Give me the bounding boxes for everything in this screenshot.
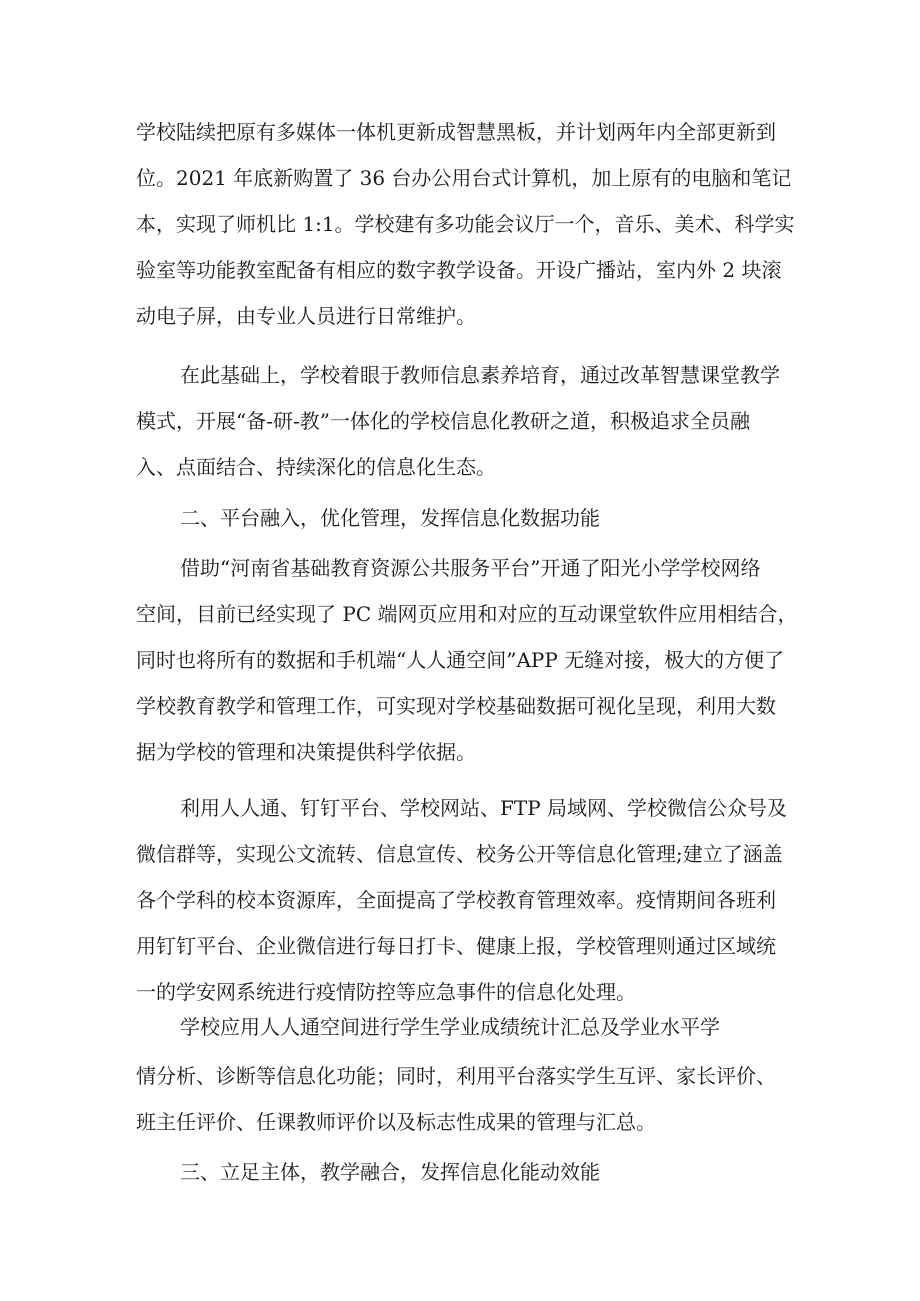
section-heading-3: 三、立足主体，教学融合，发挥信息化能动效能 [180, 1160, 600, 1184]
text-line-4: 验室等功能教室配备有相应的数字教学设备。开设广播站，室内外 2 块滚 [136, 258, 782, 282]
text-line-5: 动电子屏，由专业人员进行日常维护。 [136, 304, 476, 328]
text-line-15: 利用人人通、钉钉平台、学校网站、FTP 局域网、学校微信公众号及 [180, 796, 788, 820]
text-line-20: 学校应用人人通空间进行学生学业成绩统计汇总及学业水平学 [180, 1015, 720, 1039]
text-line-19: 一的学安网系统进行疫情防控等应急事件的信息化处理。 [136, 980, 636, 1004]
text-line-8: 入、点面结合、持续深化的信息化生态。 [136, 455, 496, 479]
text-line-1: 学校陆续把原有多媒体一体机更新成智慧黑板，并计划两年内全部更新到 [136, 120, 776, 144]
text-line-16: 微信群等，实现公文流转、信息宣传、校务公开等信息化管理;建立了涵盖 [136, 842, 783, 866]
text-line-11: 空间，目前已经实现了 PC 端网页应用和对应的互动课堂软件应用相结合， [136, 602, 798, 626]
text-line-14: 据为学校的管理和决策提供科学依据。 [136, 740, 476, 764]
text-line-12: 同时也将所有的数据和手机端“人人通空间”APP 无缝对接，极大的方便了 [136, 648, 785, 672]
text-line-17: 各个学科的校本资源库，全面提高了学校教育管理效率。疫情期间各班利 [136, 888, 776, 912]
text-line-6: 在此基础上，学校着眼于教师信息素养培育，通过改革智慧课堂教学 [180, 363, 780, 387]
text-line-21: 情分析、诊断等信息化功能；同时，利用平台落实学生互评、家长评价、 [136, 1064, 776, 1088]
text-line-22: 班主任评价、任课教师评价以及标志性成果的管理与汇总。 [136, 1110, 656, 1134]
text-line-10: 借助“河南省基础教育资源公共服务平台”开通了阳光小学学校网络 [180, 556, 761, 580]
text-line-13: 学校教育教学和管理工作，可实现对学校基础数据可视化呈现，利用大数 [136, 694, 776, 718]
text-line-7: 模式，开展“备-研-教”一体化的学校信息化教研之道，积极追求全员融 [136, 409, 750, 433]
text-line-3: 本，实现了师机比 1:1。学校建有多功能会议厅一个，音乐、美术、科学实 [136, 212, 795, 236]
text-line-2: 位。2021 年底新购置了 36 台办公用台式计算机，加上原有的电脑和笔记 [136, 166, 792, 190]
text-line-18: 用钉钉平台、企业微信进行每日打卡、健康上报，学校管理则通过区域统 [136, 934, 776, 958]
section-heading-2: 二、平台融入，优化管理，发挥信息化数据功能 [180, 506, 600, 530]
